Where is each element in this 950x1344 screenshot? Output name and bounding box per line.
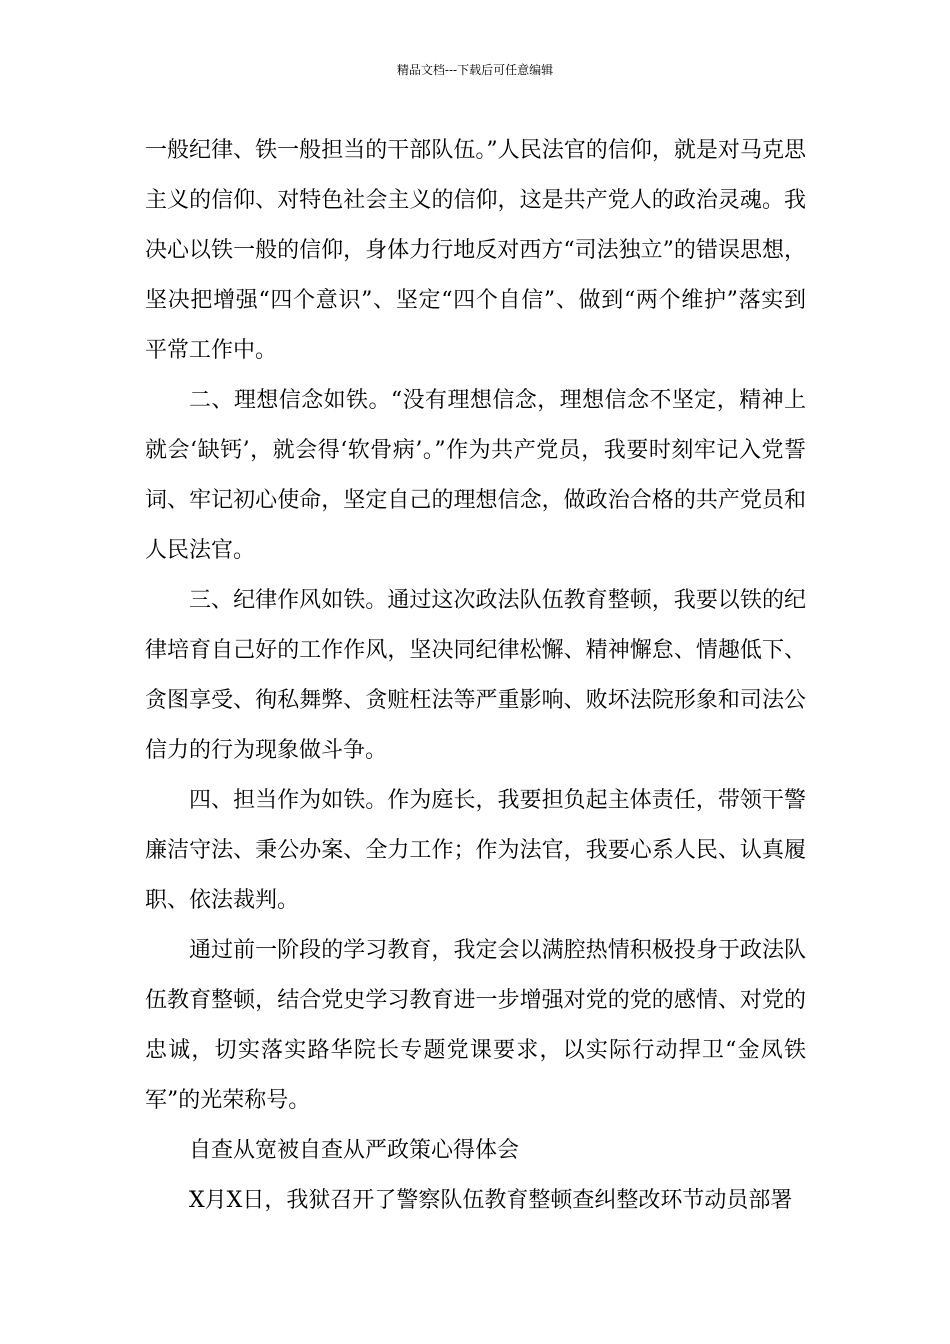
paragraph-new-section: X月X日，我狱召开了警察队伍教育整顿查纠整改环节动员部署 (189, 1188, 793, 1213)
paragraph-continuation: 一般纪律、铁一般担当的干部队伍。”人民法官的信仰，就是对马克思主义的信仰、对特色社会主义的信仰，这是共产党人的政治灵魂。我决心以铁一般的信仰，身体力行地反对西方“司法独立”的错误思想，坚决把增强“四个意识”、坚定“四个自信”、做到“两个维护”落实到平常工作中。 (145, 138, 806, 363)
paragraph-conclusion: 通过前一阶段的学习教育，我定会以满腔热情积极投身于政法队伍教育整顿，结合党史学习教育进一步增强对党的党的感情、对党的忠诚，切实落实路华院长专题党课要求，以实际行动捍卫“金凤铁军”的光荣称号。 (145, 938, 806, 1113)
section-title: 自查从宽被自查从严政策心得体会 (189, 1138, 520, 1163)
document-body (145, 126, 806, 1226)
paragraph-responsibility: 四、担当作为如铁。作为庭长，我要担负起主体责任，带领干警廉洁守法、秉公办案、全力工作；作为法官，我要心系人民、认真履职、依法裁判。 (145, 788, 806, 913)
page-header: 精品文档---下载后可任意编辑 (396, 63, 554, 77)
paragraph-discipline: 三、纪律作风如铁。通过这次政法队伍教育整顿，我要以铁的纪律培育自己好的工作作风，坚决同纪律松懈、精神懈怠、情趣低下、贪图享受、徇私舞弊、贪赃枉法等严重影响、败坏法院形象和司法公信力的行为现象做斗争。 (145, 588, 806, 763)
paragraph-ideals: 二、理想信念如铁。“没有理想信念，理想信念不坚定，精神上就会‘缺钙’，就会得‘软骨病’。”作为共产党员，我要时刻牢记入党誓词、牢记初心使命，坚定自己的理想信念，做政治合格的共产党员和人民法官。 (145, 388, 806, 563)
